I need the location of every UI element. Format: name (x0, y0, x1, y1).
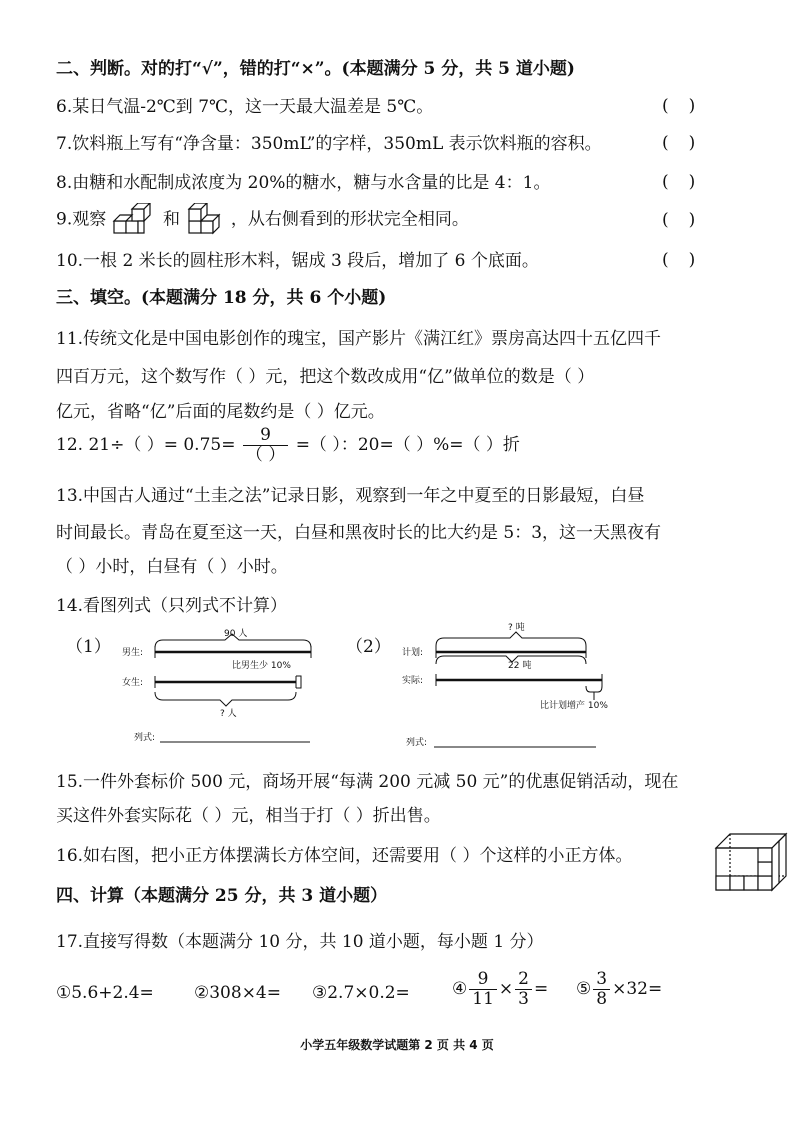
diagram-1-top-label: 90 人 (224, 629, 248, 639)
fraction-denominator: （ ） (245, 445, 286, 465)
question-11-line-1: 11.传统文化是中国电影创作的瑰宝，国产影片《满江红》票房高达四十五亿四千 (56, 329, 662, 349)
section-2-heading: 二、判断。对的打“√”，错的打“×”。(本题满分 5 分，共 5 道小题) (56, 59, 575, 79)
answer-paren-8[interactable]: () (662, 172, 716, 192)
diagram-1-note: 比男生少 10% (232, 661, 291, 671)
calc-4-operator: × (498, 979, 514, 999)
question-12-start: 12. 21÷（ ）= 0.75= (56, 435, 236, 455)
question-13-line-3: （ ）小时，白昼有（ ）小时。 (56, 557, 288, 577)
question-11-line-2: 四百万元，这个数写作（ ）元，把这个数改成用“亿”做单位的数是（ ） (56, 367, 595, 387)
diagram-1-girls-label: 女生: (122, 678, 144, 688)
diagram-2-actual-label: 实际: (402, 676, 424, 686)
question-7: 7.饮料瓶上写有“净含量：350mL”的字样，350mL 表示饮料瓶的容积。 (56, 134, 602, 154)
calc-5-fraction (593, 970, 610, 1009)
question-9-suffix: ，从右侧看到的形状完全相同。 (230, 209, 469, 230)
calc-4-numerator-1: 9 (469, 970, 497, 990)
calc-4-equals: = (533, 979, 549, 999)
diagram-2-note: 比计划增产 10% (540, 701, 608, 711)
answer-paren-6[interactable]: () (662, 96, 716, 116)
diagram-1 (120, 626, 320, 751)
question-13-line-2: 时间最长。青岛在夏至这一天，白昼和黑夜时长的比大约是 5：3，这一天黑夜有 (56, 523, 662, 543)
calc-4 (452, 970, 548, 1009)
calc-4-number: ④ (452, 979, 468, 999)
calc-5 (576, 970, 662, 1009)
calc-4-denominator-2: 3 (518, 989, 529, 1009)
question-9-prefix: 9.观察 (56, 209, 107, 230)
diagram-2-top-label: ? 吨 (508, 623, 525, 633)
question-14: 14.看图列式（只列式不计算） (56, 596, 288, 616)
calc-4-fraction-2 (515, 970, 532, 1009)
question-9-and: 和 (163, 209, 181, 230)
calc-4-denominator-1: 11 (472, 989, 494, 1009)
section-3-heading: 三、填空。(本题满分 18 分，共 6 个小题) (56, 288, 387, 308)
question-10: 10.一根 2 米长的圆柱形木料，锯成 3 段后，增加了 6 个底面。 (56, 251, 539, 271)
calc-4-fraction-1 (469, 970, 497, 1009)
calc-5-denominator: 8 (596, 989, 608, 1009)
calc-4-numerator-2: 2 (515, 970, 532, 990)
section-4-heading: 四、计算（本题满分 25 分，共 3 道小题） (56, 886, 388, 906)
question-17: 17.直接写得数（本题满分 10 分，共 10 道小题，每小题 1 分） (56, 932, 544, 952)
cuboid-figure-icon (714, 830, 788, 894)
question-12-fraction (243, 426, 288, 465)
question-16: 16.如右图，把小正方体摆满长方体空间，还需要用（ ）个这样的小正方体。 (56, 846, 633, 866)
fraction-numerator: 9 (243, 426, 288, 446)
diagram-1-boys-label: 男生: (122, 648, 144, 658)
calc-3: ③2.7×0.2= (312, 983, 410, 1003)
question-9 (56, 203, 469, 237)
page-footer: 小学五年级数学试题第 2 页 共 4 页 (300, 1038, 494, 1052)
diagram-2-number: （2） (346, 637, 391, 657)
question-11-line-3: 亿元，省略“亿”后面的尾数约是（ ）亿元。 (56, 402, 385, 422)
question-12 (56, 426, 520, 465)
answer-paren-7[interactable]: () (662, 133, 716, 153)
diagram-2-plan-label: 计划: (402, 648, 424, 658)
calc-5-numerator: 3 (593, 970, 610, 990)
diagram-2-mid-label: 22 吨 (508, 661, 532, 671)
calc-5-number: ⑤ (576, 979, 592, 999)
question-13-line-1: 13.中国古人通过“土圭之法”记录日影，观察到一年之中夏至的日影最短，白昼 (56, 486, 645, 506)
diagram-1-formula-label: 列式: (134, 733, 156, 743)
answer-paren-9[interactable]: () (662, 210, 716, 230)
diagram-1-bottom-label: ? 人 (220, 709, 237, 719)
diagram-2 (402, 618, 632, 751)
question-6: 6.某日气温-2℃到 7℃，这一天最大温差是 5℃。 (56, 97, 434, 117)
diagram-1-number: （1） (66, 637, 111, 657)
question-8: 8.由糖和水配制成浓度为 20%的糖水，糖与水含量的比是 4：1。 (56, 173, 551, 193)
answer-paren-10[interactable]: () (662, 250, 716, 270)
calc-5-rest: ×32= (612, 979, 663, 999)
question-12-end: =（ ）：20=（ ）%=（ ）折 (295, 435, 520, 455)
question-15-line-1: 15.一件外套标价 500 元，商场开展“每满 200 元减 50 元”的优惠促销活动，现在 (56, 772, 679, 792)
question-15-line-2: 买这件外套实际花（ ）元，相当于打（ ）折出售。 (56, 806, 441, 826)
diagram-2-formula-label: 列式: (406, 738, 428, 748)
cube-stack-1-icon (112, 203, 158, 237)
cube-stack-2-icon (185, 203, 225, 237)
calc-2: ②308×4= (194, 983, 281, 1003)
calc-1: ①5.6+2.4= (56, 983, 154, 1003)
